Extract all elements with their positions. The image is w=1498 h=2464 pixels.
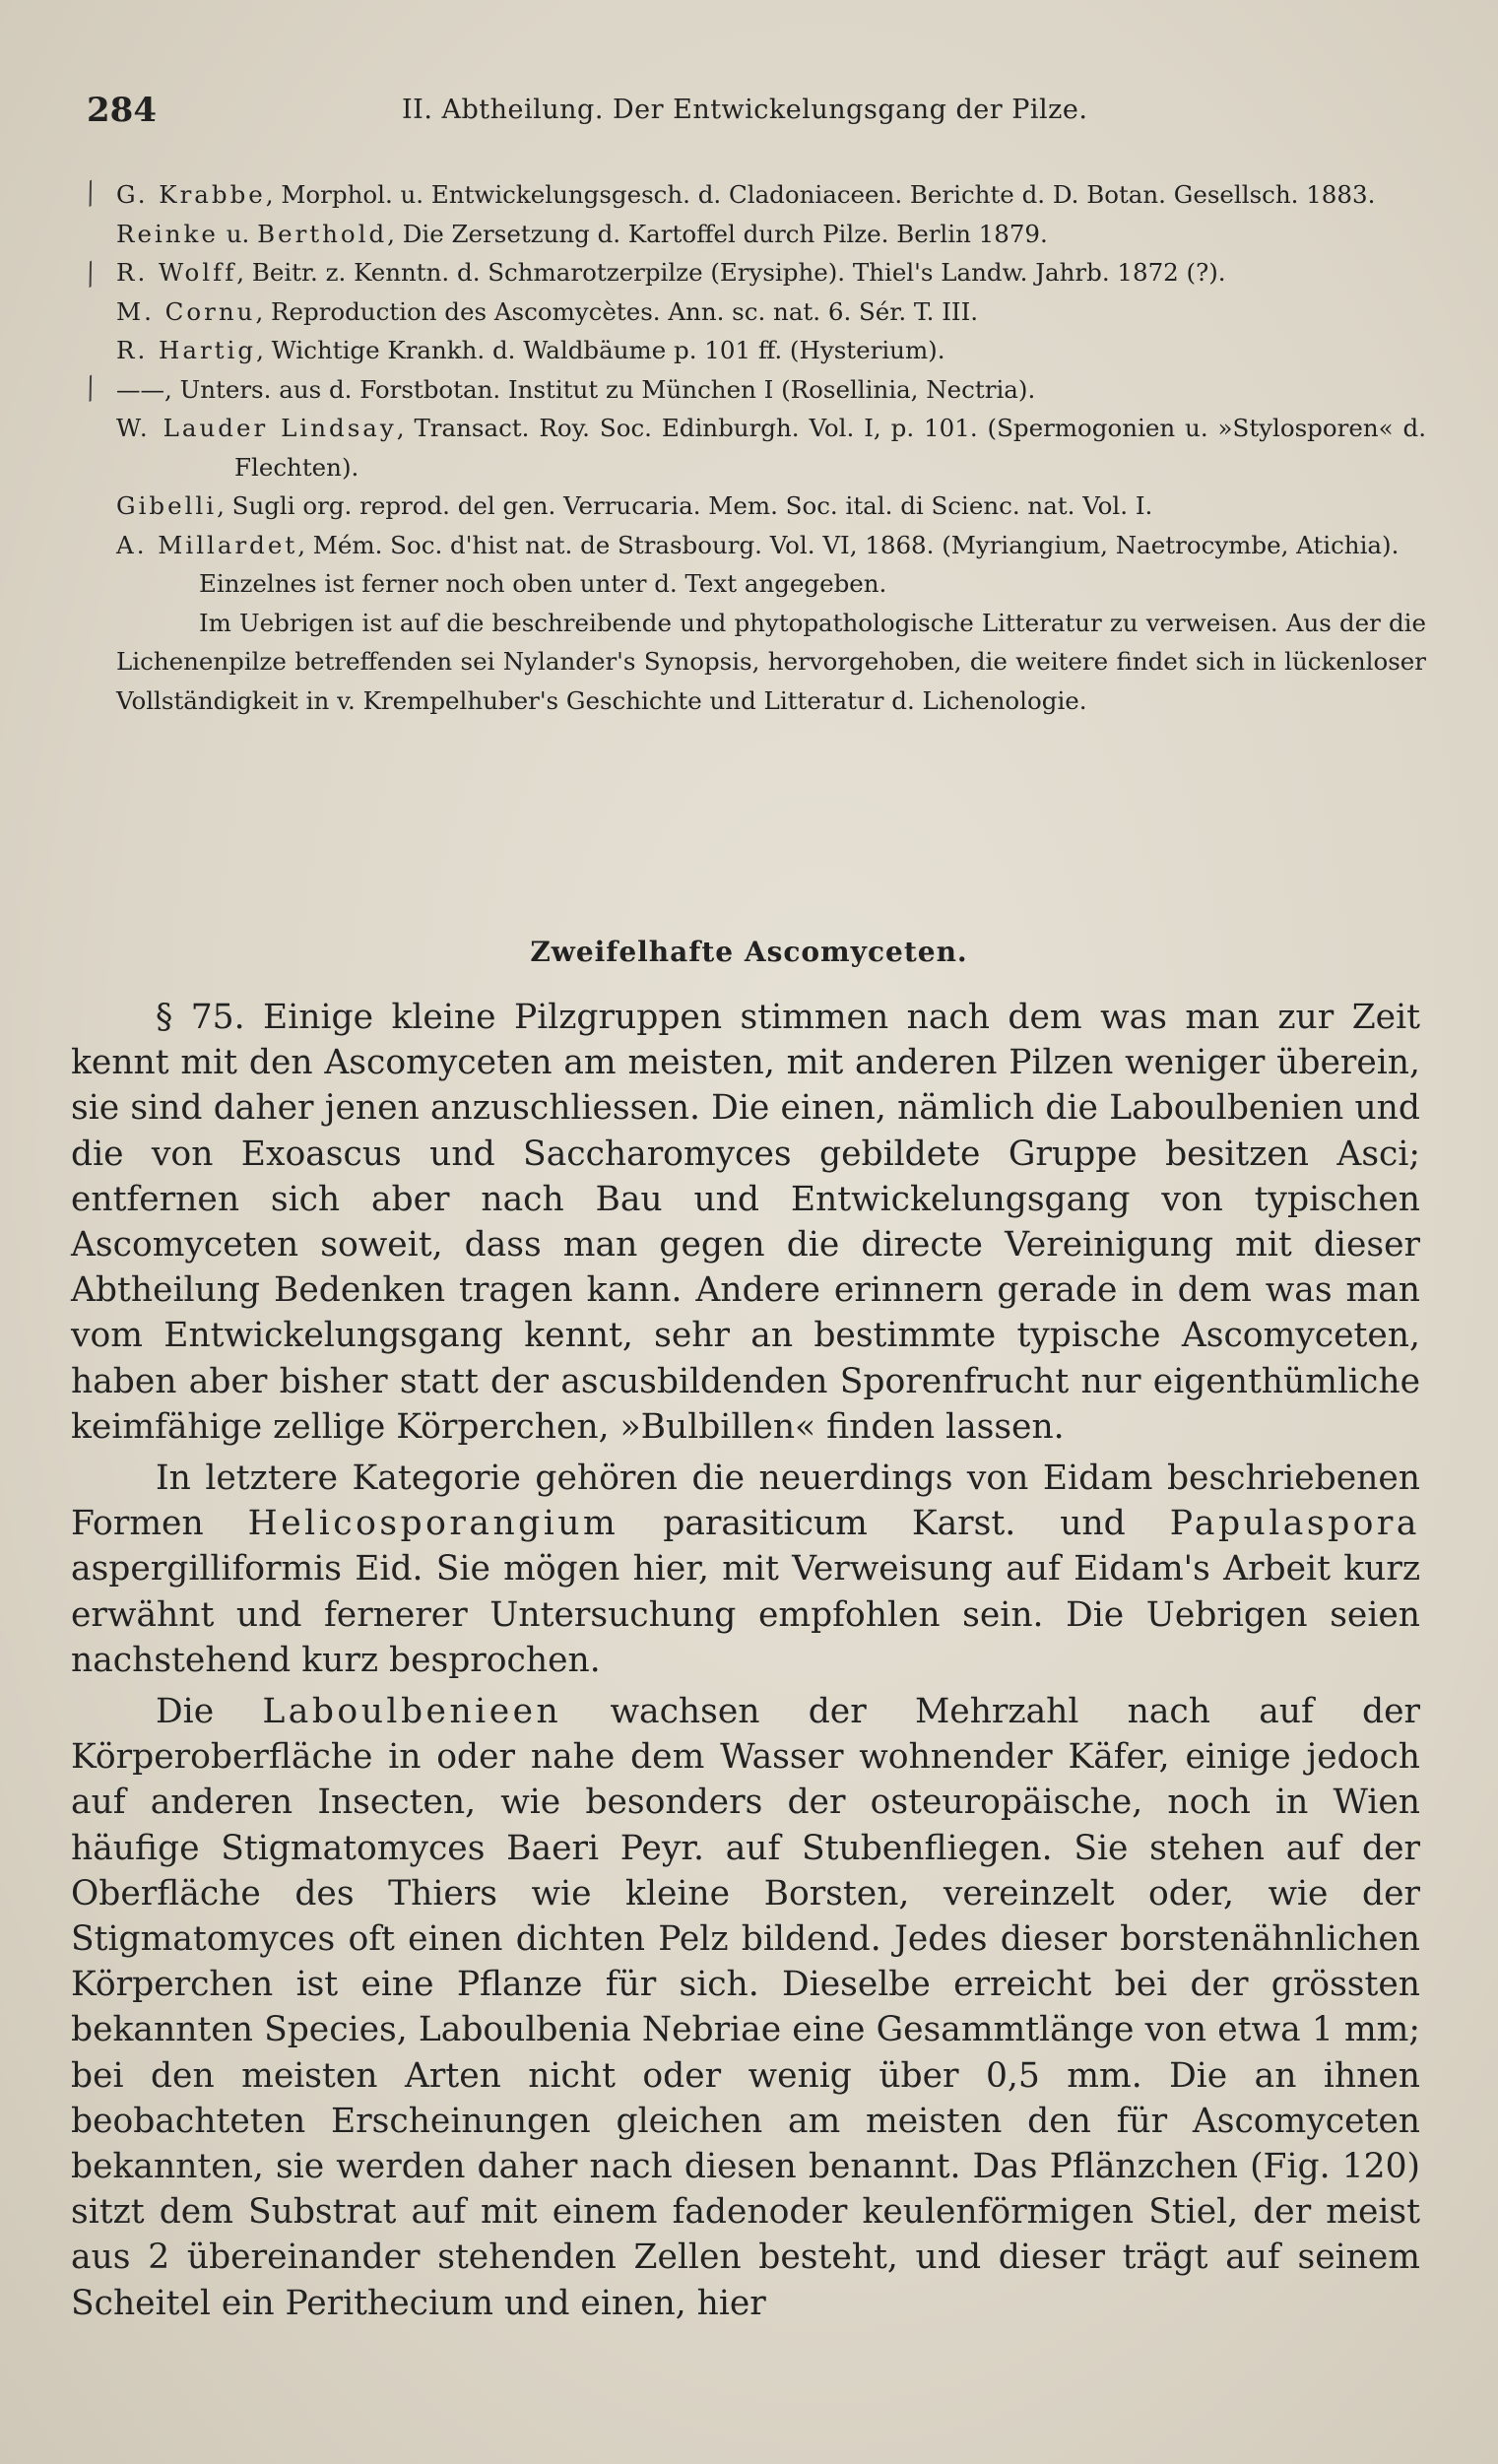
reference-text: , Wichtige Krankh. d. Waldbäume p. 101 ff. (Hysterium). [256,336,945,364]
pencil-mark-icon: ⁄ [80,178,102,211]
reference-entry [116,370,1426,410]
running-head: II. Abtheilung. Der Entwickelungsgang der Pilze. [402,95,1088,125]
taxon-name: Helicosporangium [247,1504,619,1544]
reference-entry [116,175,1426,215]
bibliography [116,175,1426,720]
pencil-mark-icon: ⁄ [80,373,102,406]
reference-author: Reinke [116,219,219,248]
reference-entry [116,526,1426,565]
section-title: Zweifelhafte Ascomyceten. [530,936,968,968]
reference-text: , Die Zersetzung d. Kartoffel durch Pilze. Berlin 1879. [387,219,1048,248]
reference-entry [116,331,1426,370]
reference-author: A. Millardet [116,530,298,559]
reference-author: Gibelli [116,491,218,520]
reference-author: G. Krabbe [116,180,266,209]
reference-entry [116,292,1426,332]
note-text: Im Uebrigen ist auf die beschreibende und phytopathologische Litteratur zu verweisen. Aus der die Lichenenpilze betreffenden sei Nylander's Synopsis, hervorgehoben, die weitere findet sich in lückenloser Vollständigkeit in v. Krempelhuber's Geschichte und Litteratur d. Lichenologie. [116,608,1426,715]
reference-entry [116,253,1426,292]
page-number: 284 [87,91,157,130]
reference-text: u. [218,219,258,248]
taxon-name: Laboulbenieen [262,1692,562,1732]
text-run: In letztere Kategorie gehören die neuerdings von Eidam beschriebenen Formen [71,1459,1420,1544]
reference-text: , Mém. Soc. d'hist nat. de Strasbourg. Vol. VI, 1868. (Myriangium, Naetrocymbe, Atichia). [297,530,1400,559]
text-run: parasiticum Karst. und [619,1504,1170,1544]
reference-text: , Morphol. u. Entwickelungsgesch. d. Cladoniaceen. Berichte d. D. Botan. Gesellsch. 1883. [265,180,1376,209]
paragraph [71,1456,1420,1683]
paragraph [71,1689,1420,2326]
reference-author: W. Lauder Lindsay [116,414,397,442]
text-run: aspergilliformis Eid. Sie mögen hier, mit Verweisung auf Eidam's Arbeit kurz erwähnt und fernerer Untersuchung empfohlen sein. Die Uebrigen seien nachstehend kurz besprochen. [71,1549,1420,1680]
reference-text: , Transact. Roy. Soc. Edinburgh. Vol. I, p. 101. (Spermogonien u. »Stylosporen« d. Flechten). [234,414,1427,482]
reference-text: , Sugli org. reprod. del gen. Verrucaria. Mem. Soc. ital. di Scienc. nat. Vol. I. [217,491,1153,520]
reference-entry [116,215,1426,254]
reference-author: Berthold [257,219,388,248]
paragraph: § 75. Einige kleine Pilzgruppen stimmen nach dem was man zur Zeit kennt mit den Ascomyceten am meisten, mit anderen Pilzen weniger überein, sie sind daher jenen anzuschliessen. Die einen, nämlich die Laboulbenien und die von Exoascus und Saccharomyces gebildete Gruppe besitzen Asci; entfernen sich aber nach Bau und Entwickelungsgang von typischen Ascomyceten soweit, dass man gegen die directe Vereinigung mit dieser Abtheilung Bedenken tragen kann. Andere erinnern gerade in dem was man vom Entwickelungsgang kennt, sehr an bestimmte typische Ascomyceten, haben aber bisher statt der ascusbildenden Sporenfrucht nur eigenthümliche keimfähige zellige Körperchen, »Bulbillen« finden lassen. [71,998,1420,1447]
reference-author: R. Wolff [116,258,237,287]
page-header [87,91,1426,140]
pencil-mark-icon: ⁄ [80,259,102,292]
reference-text: , Reproduction des Ascomycètes. Ann. sc. nat. 6. Sér. T. III. [255,296,979,326]
reference-author: R. Hartig [116,336,257,364]
reference-entry [116,409,1426,486]
taxon-name: Papulaspora [1169,1504,1420,1544]
reference-entry [116,486,1426,526]
text-run: wachsen der Mehrzahl nach auf der Körperoberfläche in oder nahe dem Wasser wohnender Käfer, einige jedoch auf anderen Insecten, wie besonders der osteuropäische, noch in Wien häufige Stigmatomyces Baeri Peyr. auf Stubenfliegen. Sie stehen auf der Oberfläche des Thiers wie kleine Borsten, vereinzelt oder, wie der Stigmatomyces oft einen dichten Pelz bildend. Jedes dieser borstenähnlichen Körperchen ist eine Pflanze für sich. Dieselbe erreicht bei der grössten bekannten Species, Laboulbenia Nebriae eine Gesammtlänge von etwa 1 mm; bei den meisten Arten nicht oder wenig über 0,5 mm. Die an ihnen beobachteten Erscheinungen gleichen am meisten den für Ascomyceten bekannten, sie werden daher nach diesen benannt. Das Pflänzchen (Fig. 120) sitzt dem Substrat auf mit einem fadenoder keulenförmigen Stiel, der meist aus 2 übereinander stehenden Zellen besteht, und dieser trägt auf seinem Scheitel ein Perithecium und einen, hier [71,1692,1421,2323]
reference-text: , Unters. aus d. Forstbotan. Institut zu München I (Rosellinia, Nectria). [164,374,1036,404]
reference-author: M. Cornu [116,296,256,326]
body-text [71,995,1420,2326]
reference-text: , Beitr. z. Kenntn. d. Schmarotzerpilze (Erysiphe). Thiel's Landw. Jahrb. 1872 (?). [236,258,1226,287]
reference-dash: —— [116,374,164,404]
note-text: Einzelnes ist ferner noch oben unter d. Text angegeben. [199,569,887,598]
text-run: Die [156,1692,263,1732]
